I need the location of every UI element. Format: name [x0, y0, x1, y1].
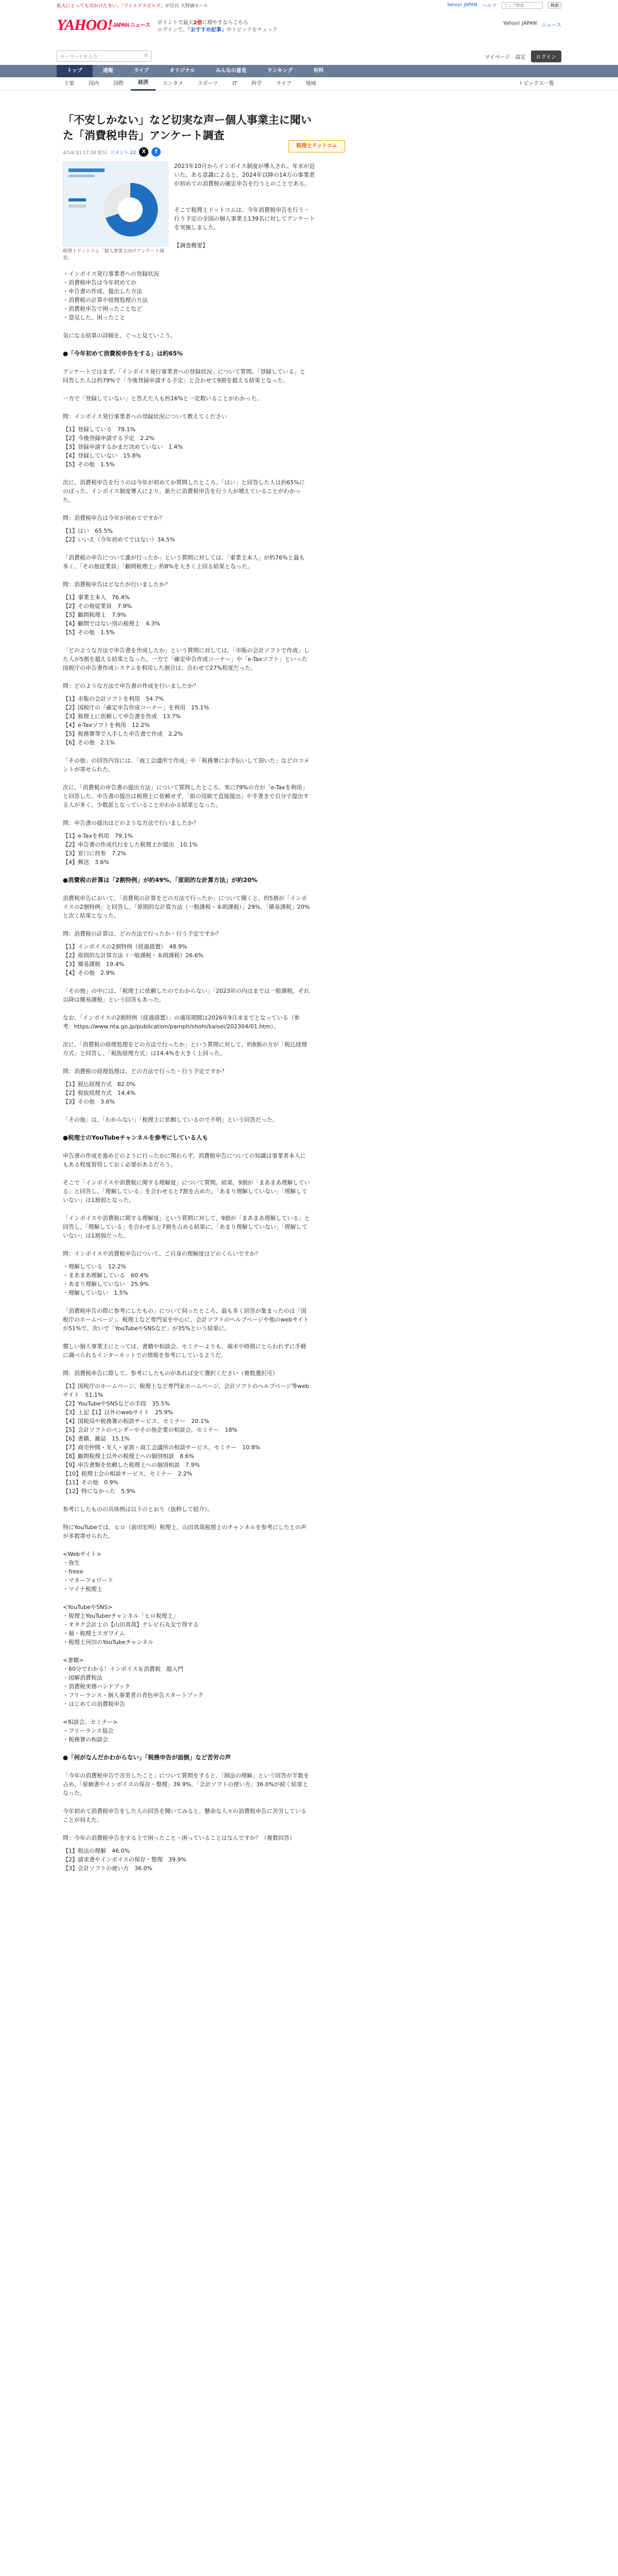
answer-item: 【1】登録している 79.1%: [63, 426, 135, 433]
list-item: ・freee: [63, 1568, 83, 1575]
comment-count[interactable]: コメント 22: [110, 150, 136, 156]
body-p13: 「その他」は、「わからない」「税理士に依頼しているので不明」という回答だった。: [63, 1116, 278, 1123]
answer-item: 【3】簡易課税 19.4%: [63, 961, 124, 968]
search-placeholder: キーワードを入力: [60, 54, 98, 60]
answer-item: 【6】その他 2.1%: [63, 739, 115, 746]
answer-item: 【2】請求書やインボイスの保存・整理 39.9%: [63, 1856, 186, 1863]
answer-item: 【2】今後登録申請する予定 2.2%: [63, 435, 154, 442]
list-label-web: <Webサイト>: [63, 1551, 101, 1557]
nav-item-top[interactable]: トップ: [57, 65, 93, 77]
question-4: 問：どのような方法で申告書の作成を行いましたか？: [63, 683, 199, 689]
search-row: [0, 47, 618, 65]
answer-item: 【4】顧問ではない別の税理士 4.3%: [63, 620, 160, 627]
answer-item: 【3】税理士に依頼して申告書を作成 13.7%: [63, 713, 181, 720]
answer-item: 【1】税込経理方式 82.0%: [63, 1081, 135, 1088]
answer-list-6: [63, 942, 310, 977]
promo-l2-em: 「おすすめ記事」: [187, 27, 227, 33]
answer-item: ・まあまあ理解している 60.4%: [63, 1272, 149, 1279]
list-item: ・税理士河田のYouTubeチャンネル: [63, 1639, 154, 1646]
tab-sports[interactable]: スポーツ: [197, 80, 218, 87]
list-item: ・税理士YouTuberチャンネル「ヒロ税理士」: [63, 1613, 179, 1619]
body-p15: そこで「インボイスや消費税に関する理解度」について質問。結果、9割が「まあまあ理解している」と回答し、「理解している」を合わせると7割を占めた。「あまり理解していない」「理解していない」は1割弱となった。: [63, 1179, 310, 1204]
answer-item: 【4】e-Taxソフトを利用 12.2%: [63, 722, 150, 728]
list-item: ・フリーランス・個人事業者の青色申告スタートブック: [63, 1692, 204, 1699]
category-nav: [0, 77, 618, 91]
top-strip: [0, 0, 618, 10]
body-p7: 「その他」の回答内容には、「商工会議所で作成」や「税務署にお手伝いして頂いた」などのコメントが寄せられた。: [63, 757, 310, 773]
survey-image: [63, 162, 168, 246]
answer-item: 【10】税理士会の相談サービス、セミナー 2.2%: [63, 1470, 193, 1477]
answer-item: 【11】その他 0.9%: [63, 1479, 118, 1486]
section-heading-4: ●「何がなんだかわからない」「税務申告が面倒」など苦労の声: [63, 1754, 231, 1761]
answer-item: 【1】はい 65.5%: [63, 528, 113, 534]
answer-item: 【1】国税庁のホームページ、税理士など専門家ホームページ、会計ソフトのヘルプページ等webサイト 51.1%: [63, 1383, 309, 1398]
promo-prefix: 私大にとっても出かけたまい、: [57, 3, 122, 9]
question-1: 問：インボイス発行事業者への登録状況について教えてください: [63, 413, 227, 420]
promo-em: 「ワイルドスピルズ」: [121, 3, 165, 9]
question-6: 問：消費税の計算は、どの方法で行ったか・行う予定ですか？: [63, 930, 221, 937]
logo-text: YAHOO!: [57, 16, 113, 33]
answer-item: 【3】上記【1】以外のwebサイト 25.9%: [63, 1409, 173, 1416]
answer-item: 【3】窓口に持参 7.2%: [63, 850, 126, 857]
answer-item: 【5】その他 1.5%: [63, 629, 115, 636]
section-heading-2: ●消費税の計算は「2割特例」が約49%、「原則的な計算方法」が約20%: [63, 876, 258, 884]
nav-item-ranking[interactable]: ランキング: [267, 68, 293, 74]
news-search-input[interactable]: [57, 50, 151, 62]
body-p9: 消費税申告において、「消費税の計算をどの方法で行ったか」について聞くと、約5割が「インボイスの2割特例」と回答し、「原則的な計算方法（一般課税・本則課税）」29%、「簡易課税」20%と次く結果となった。: [63, 895, 310, 919]
tab-domestic[interactable]: 国内: [89, 80, 99, 87]
body-p2: アンケートではまず、「インボイス発行事業者への登録状況」について質問。「登録している」と回答した人は約79%で「今後登録申請する予定」と合わせて9割を超える結果となった。: [63, 368, 306, 384]
answer-item: 【12】特になかった 5.9%: [63, 1488, 135, 1495]
top-link-yahoo[interactable]: Yahoo! JAPAN: [447, 3, 477, 8]
lead-paragraph-2: そこで税理士ドットコムは、今年消費税申告を行う・行う予定の全国の個人事業主139名に対してアンケートを実施しました。: [174, 207, 315, 231]
body-p8: 次に、「消費税の申告書の提出方法」について質問したところ、実に79%の方が「e-Taxを利用」と回答した。申告書の提出は税理士に依頼せず、「紙の用紙で直接提出」や手書きで自分で提出する人が多く、少数派となっていることがわかる結果となった。: [63, 784, 309, 808]
answer-list-5: [63, 832, 310, 867]
list-item: ・オタク会計士の【山田真哉】テレビ石丸女で得する: [63, 1621, 199, 1628]
main-nav: [0, 65, 618, 77]
answer-list-9: [63, 1382, 310, 1496]
article: [63, 112, 337, 1872]
promo-l1-suffix: に増やすならこちら: [202, 20, 249, 26]
tab-main[interactable]: 主要: [64, 80, 74, 87]
header-link-yahoo[interactable]: Yahoo! JAPAN: [503, 21, 537, 26]
answer-item: 【6】書籍、雑誌 15.1%: [63, 1435, 130, 1442]
pie-chart-image: [63, 162, 169, 247]
body-p18: 慣しい個人事業主にとっては、書籍や相談会、セミナーよりも、端末や時間にとらわれずに手軽に調べられるインターネットでの情報を参考にしているようだ。: [63, 1343, 306, 1359]
article-date: 4/14(金) 17:30 配信: [63, 150, 107, 156]
body-p19: 参考にしたものの具体例は以下のとおり（抜粋して紹介）。: [63, 1506, 213, 1513]
promo-l1-em: 2倍: [193, 20, 202, 26]
settings-link[interactable]: 設定: [515, 54, 526, 60]
login-button[interactable]: ログイン: [531, 50, 562, 62]
answer-list-1: [63, 425, 310, 469]
tab-entertainment[interactable]: エンタメ: [163, 80, 183, 87]
list-item: ・弥生: [63, 1560, 80, 1566]
answer-item: 【1】事業主本人 76.4%: [63, 594, 130, 601]
answer-item: 【7】商売仲間・友人・家族・商工会議所の相談サービス、セミナー 10.8%: [63, 1444, 261, 1451]
body-p22: 今年初めて消費税申告をした人の回答を聞いてみると、懸命な人々の消費税申告に苦労していることが伺えた。: [63, 1808, 306, 1823]
article-body: [63, 269, 310, 1873]
overview-list: ・インボイス発行事業者への登録状況 ・消費税申告は今年初めてか ・申告書の作成、提出した方法 ・消費税の計算や経理処理の方法 ・消費税申告で困ったことなど ・意見した、困ったこと: [63, 270, 159, 321]
answer-item: 【5】会計ソフトのベンダーやその他企業の相談会、セミナー 18%: [63, 1427, 238, 1433]
search-icon[interactable]: ⚲: [144, 54, 148, 59]
body-p1: 気になる結果の詳細を、ぐっと見ていこう。: [63, 332, 176, 339]
promo-l1-prefix: ポイントで最大: [157, 20, 194, 26]
answer-item: 【2】申告書の作成代行をした税理士が提出 10.1%: [63, 841, 198, 848]
body-p14: 申告書の作成を進めどのように行ったかに関わらず、消費税申告についての知識は事業者本人にもある程度習得しておく必要があるだろう。: [63, 1153, 306, 1168]
list-item: ・60分でわかる！インボイス＆消費税 超入門: [63, 1666, 183, 1672]
list-item: ・税務署の相談会: [63, 1736, 108, 1743]
list-label-sns: <YouTubeやSNS>: [63, 1604, 113, 1611]
list-item: ・消費税実務ハンドブック: [63, 1683, 130, 1690]
tab-economy[interactable]: 経済: [131, 77, 156, 91]
answer-item: 【2】いいえ（今年初めてではない）34.5%: [63, 536, 175, 543]
yahoo-news-logo[interactable]: [57, 18, 150, 33]
question-3: 問：消費税申告はどなたが行いましたか？: [63, 581, 170, 588]
promo-l2-suffix: やトピックをチェック: [226, 27, 278, 33]
logo-sub: JAPAN ニュース: [112, 22, 150, 28]
answer-item: 【4】その他 2.9%: [63, 970, 115, 976]
body-p5: 「消費税の申告について誰が行ったか」という質問に対しては、「事業主本人」が約76%と最も多く、「その他従業員」「顧問税理士」約8%を大きく上回る結果となった。: [63, 554, 305, 570]
answer-list-10: [63, 1846, 310, 1873]
answer-item: 【3】顧問税理士 7.9%: [63, 612, 126, 618]
answer-item: 【4】登録していない 15.8%: [63, 452, 141, 459]
body-p16: 「インボイスや消費税に関する理解度」という質問に対して、9割が「まあまあ理解している」と回答し、「理解している」を合わせると7割を占める結果に。「あまり理解していない」「理解していない」は1割弱だった。: [63, 1215, 310, 1239]
question-7: 問：消費税の経理処理は、どの方法で行った・行う予定ですか？: [63, 1068, 227, 1075]
nav-item-original[interactable]: オリジナル: [169, 68, 195, 74]
top-search-button[interactable]: 検索: [548, 2, 561, 9]
top-search-input[interactable]: ウェブ検索: [502, 2, 543, 9]
article-title: 「不安しかない」など切実な声ー個人事業主に聞いた「消費税申告」アンケート調査: [63, 114, 312, 142]
body-p4: 次に、消費税申告を行うのは今年が初めてか質問したところ、「はい」と回答した人は約65%にのぼった。インボイス制度導入により、新たに消費税申告を行う人が増えていることがわかった。: [63, 479, 305, 503]
section-heading-1: ●「今年初めて消費税申告をする」は約65%: [63, 350, 183, 357]
list-item: ・マイナ税理士: [63, 1586, 102, 1592]
answer-list-2: [63, 527, 310, 544]
answer-item: 【4】国税局や税務署の相談サービス、セミナー 20.1%: [63, 1418, 210, 1425]
body-p11: なお、「インボイスの2割特例（経過措置）」の適用期間は2026年9月末までとなっている（参考：https://www.nta.go.jp/publication/pamph/shohi/kaisei/202304/01.htm）。: [63, 1014, 300, 1030]
answer-item: 【1】インボイスの2割特例（経過措置） 48.9%: [63, 943, 187, 950]
nav-item-opinion[interactable]: みんなの意見: [215, 68, 247, 74]
list-item: ・個・税理士スガワイム: [63, 1630, 125, 1637]
answer-item: 【2】その他従業員 7.9%: [63, 603, 132, 609]
body-p6: 「どのような方法で申告書を作成したか」という質問に対しては、「市販の会計ソフトで作成」した人が5割を超える結果となった。一方で「確定申告作成コーナー」や「e-Taxソフト」といった国税庁の申告書作成システムを利用した割合は、合わせて27%程度だった。: [63, 647, 310, 671]
question-8: 問：インボイスや消費税申告について、ご自身の理解度はどのくらいですか？: [63, 1250, 261, 1257]
tab-science[interactable]: 科学: [251, 80, 262, 87]
promo-l2-prefix: ログインで、: [157, 27, 188, 33]
answer-item: 【3】会計ソフトの使い方 36.0%: [63, 1865, 152, 1872]
answer-item: 【3】登録申請するかまだ決めていない 1.4%: [63, 444, 183, 450]
list-item: ・フリーランス協会: [63, 1727, 114, 1734]
figure-caption: 税理士ドットコム「個人事業主向けアンケート調査」: [63, 249, 164, 261]
answer-item: 【2】国税庁の「確定申告作成コーナー」を利用 15.1%: [63, 704, 209, 711]
body-p21: 「今年の消費税申告で苦労したこと」について質問をすると、「制法の理解」という回答が半数を占め、「原価書やインボイスの保存・整理」39.9%、「会計ソフトの使い方」36.0%が続く結果となった。: [63, 1772, 310, 1797]
topics-list-link[interactable]: トピックス一覧: [518, 80, 554, 87]
answer-item: 【5】税務署等で入手した申告書で作成 2.2%: [63, 731, 183, 737]
article-meta: [63, 147, 320, 157]
answer-item: 【2】原則的な計算方法（一般課税・本則課税）26.6%: [63, 952, 203, 959]
answer-list-7: [63, 1080, 310, 1106]
header: [0, 10, 618, 47]
list-label-seminar: <相談会、セミナー>: [63, 1719, 118, 1725]
tab-international[interactable]: 国際: [113, 80, 124, 87]
question-2: 問：消費税申告は今年が初めてですか？: [63, 515, 165, 521]
tab-life[interactable]: ライフ: [276, 80, 291, 87]
list-item: ・はじめての消費税申告: [63, 1701, 125, 1707]
nav-item-paid[interactable]: 有料: [313, 68, 324, 74]
article-figure[interactable]: [63, 162, 168, 262]
answer-list-8: [63, 1262, 310, 1297]
header-link-news[interactable]: ニュース: [541, 23, 561, 28]
top-link-help[interactable]: ヘルプ: [482, 3, 496, 9]
question-9: 問：消費税申告に際して、参考にしたものがあれば全て選択ください（複数選択可）: [63, 1370, 278, 1377]
answer-item: 【1】税法の理解 46.0%: [63, 1848, 130, 1854]
answer-item: 【2】税抜経理方式 14.4%: [63, 1090, 135, 1096]
lead-paragraph: 2023年10月からインボイス制度が導入され、年末が近いた。ある意識によると、2024年以降の14万の事業者が初めての消費税の確定申告を行うとのことである。: [174, 163, 315, 187]
answer-item: 【2】YouTubeやSNSなどの手段 35.5%: [63, 1400, 170, 1407]
header-promo[interactable]: [157, 20, 278, 34]
lead-column: [174, 162, 315, 250]
answer-item: 【1】e-Taxを利用 79.1%: [63, 833, 133, 839]
x-share-icon[interactable]: X: [139, 147, 148, 157]
nav-item-breaking[interactable]: 速報: [102, 68, 113, 74]
answer-item: 【5】その他 1.5%: [63, 461, 115, 468]
section-heading-3: ●税理士のYouTubeチャンネルを参考にしている人も: [63, 1134, 209, 1141]
question-5: 問：申告書の提出はどのような方法で行いましたか？: [63, 820, 199, 826]
overview-label: 【調査概要】: [174, 242, 208, 249]
body-p12: 次に、「消費税の経理処理をどの方法で行ったか」という質問に対して、約8割の方が「税込経理方式」と回答し、「税抜経理方式」は14.4%を大きく上回った。: [63, 1041, 307, 1057]
answer-list-4: [63, 694, 310, 747]
tab-it[interactable]: IT: [232, 80, 237, 87]
answer-item: ・理解している 12.2%: [63, 1263, 126, 1270]
answer-item: 【9】申告書類を依頼した税理士への個別相談 7.9%: [63, 1462, 200, 1468]
promo-suffix: が注目 大特価セール: [165, 3, 209, 9]
answer-item: ・あまり理解していない 25.9%: [63, 1281, 149, 1287]
tab-region[interactable]: 地域: [305, 80, 316, 87]
body-p20: 特にYouTubeでは、ヒロ（前田宏明）税理士、山田真哉税理士のチャンネルを参考にしたとの声が多数寄せられた。: [63, 1524, 307, 1539]
top-promo[interactable]: [57, 2, 208, 9]
body-p3: 一方で「登録していない」と答えた人も約16%と一定数いることがわかった。: [63, 395, 263, 402]
list-item: ・図解消費税法: [63, 1674, 102, 1681]
list-item: ・マネーフォワード: [63, 1577, 113, 1584]
body-p10: 「その他」の中には、「税理士に依頼したのでわからない」「2023年の内はまでは一般課税、それ以降は簡易課税」という回答もあった。: [63, 988, 310, 1003]
mypage-link[interactable]: マイページ: [484, 54, 510, 60]
answer-item: 【8】顧問税理士以外の税理士への個別相談 8.6%: [63, 1453, 194, 1460]
facebook-share-icon[interactable]: f: [151, 147, 161, 157]
answer-item: 【1】市販の会計ソフトを利用 54.7%: [63, 696, 164, 702]
answer-list-3: [63, 593, 310, 637]
nav-item-live[interactable]: ライブ: [133, 68, 149, 74]
body-p17: 「消費税申告の際に参考にしたもの」について伺ったところ、最も多く回答が集まったのは「国税庁のホームページ」。税理士など専門家を中心に、会計ソフトのヘルプページや他のwebサイトが51%で、次いで「YouTubeやSNSなど」が35%という結果に。: [63, 1308, 309, 1332]
answer-item: 【3】その他 3.6%: [63, 1098, 115, 1105]
list-label-books: <書籍>: [63, 1657, 84, 1664]
answer-item: 【4】郵送 3.6%: [63, 859, 109, 866]
source-logo[interactable]: 税理士ドットコム: [288, 140, 345, 152]
question-10: 問：今年の消費税申告をする上で困ったこと・困っていることはなんですか？（複数回答）: [63, 1835, 295, 1841]
answer-item: ・理解していない 1.5%: [63, 1290, 128, 1296]
